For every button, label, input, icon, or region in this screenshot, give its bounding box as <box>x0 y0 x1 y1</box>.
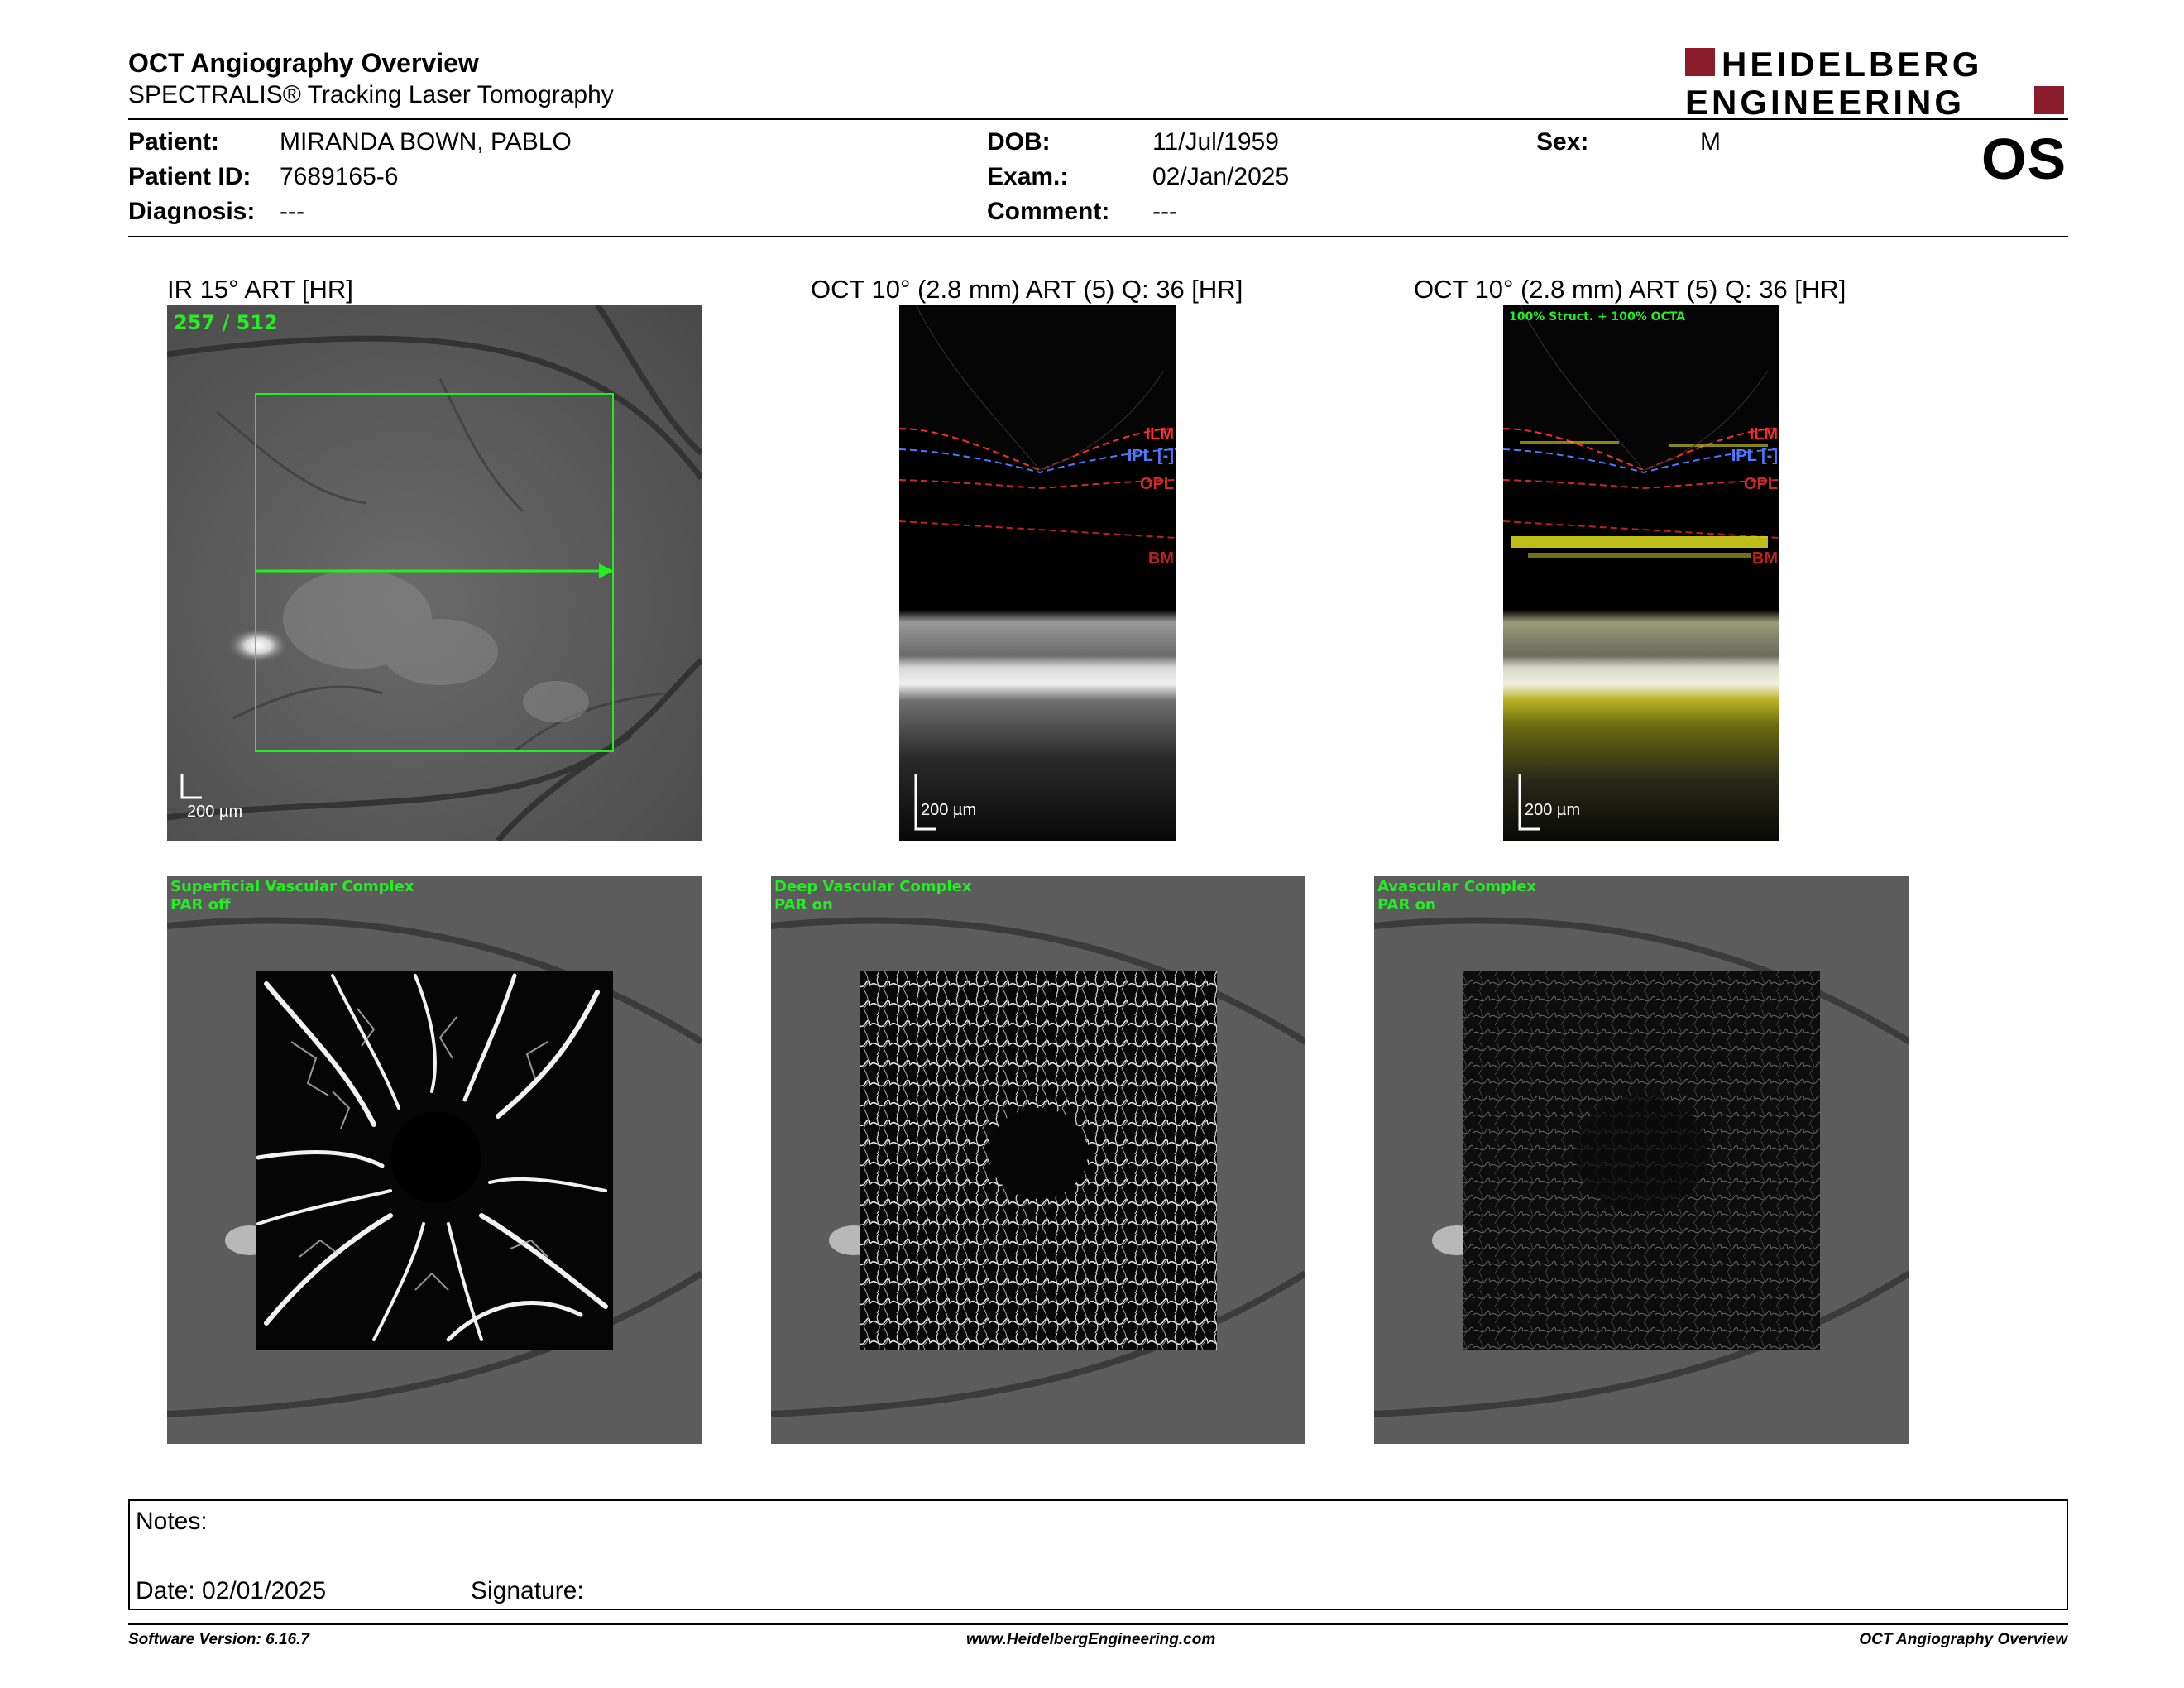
eye-indicator: OS <box>1981 127 2067 191</box>
oct-scale-bar: 200 µm <box>921 801 977 819</box>
svg-text:HEIDELBERG: HEIDELBERG <box>1722 46 1983 84</box>
ipl-label: IPL [-] <box>1127 447 1174 465</box>
exam-value: 02/Jan/2025 <box>1152 163 1290 190</box>
svg-text:ENGINEERING: ENGINEERING <box>1685 83 1966 116</box>
diagnosis-value: --- <box>280 198 304 225</box>
report-title: OCT Angiography Overview <box>128 48 479 78</box>
frame-counter: 257 / 512 <box>174 311 278 334</box>
comment-label: Comment: <box>987 198 1110 225</box>
dvc-label <box>774 878 971 914</box>
report-subtitle: SPECTRALIS® Tracking Laser Tomography <box>128 81 614 108</box>
bm-label: BM <box>1147 549 1174 568</box>
svc-par: PAR off <box>170 896 231 914</box>
opl-label: OPL <box>1139 475 1174 493</box>
signature-label: Signature: <box>471 1577 584 1604</box>
octa-overlay-label: 100% Struct. + 100% OCTA <box>1509 310 1686 324</box>
avc-label <box>1377 878 1536 914</box>
comment-value: --- <box>1152 198 1177 225</box>
info-divider <box>128 236 2068 237</box>
patient-name: MIRANDA BOWN, PABLO <box>280 128 572 156</box>
ir-fundus-image[interactable] <box>167 305 702 841</box>
octa-ilm-label: ILM <box>1749 425 1778 444</box>
oct-caption: OCT 10° (2.8 mm) ART (5) Q: 36 [HR] <box>811 275 1243 304</box>
patient-id: 7689165-6 <box>280 163 399 190</box>
heidelberg-logo <box>1685 46 2066 116</box>
svc-label <box>170 878 414 914</box>
svc-title: Superficial Vascular Complex <box>170 878 414 895</box>
octa-ipl-label: IPL [-] <box>1731 447 1778 465</box>
octa-scale-bar: 200 µm <box>1525 801 1581 819</box>
avc-title: Avascular Complex <box>1377 878 1537 895</box>
superficial-vascular-complex-image[interactable] <box>167 876 702 1444</box>
dob-value: 11/Jul/1959 <box>1152 128 1279 156</box>
octa-opl-label: OPL <box>1743 475 1778 493</box>
deep-vascular-complex-image[interactable] <box>771 876 1305 1444</box>
octa-caption: OCT 10° (2.8 mm) ART (5) Q: 36 [HR] <box>1414 275 1846 304</box>
notes-box[interactable] <box>128 1499 2068 1610</box>
notes-date: Date: 02/01/2025 <box>136 1577 327 1604</box>
sex-value: M <box>1700 128 1721 156</box>
sex-label: Sex: <box>1536 128 1589 156</box>
notes-label: Notes: <box>136 1508 208 1535</box>
octa-bscan-image[interactable] <box>1503 305 1779 841</box>
website-link[interactable]: www.HeidelbergEngineering.com <box>966 1631 1216 1648</box>
dvc-title: Deep Vascular Complex <box>774 878 972 895</box>
patient-id-label: Patient ID: <box>128 163 251 190</box>
header-divider <box>128 118 2068 120</box>
oct-bscan-image[interactable] <box>899 305 1176 841</box>
ilm-label: ILM <box>1145 425 1174 444</box>
avc-par: PAR on <box>1377 896 1436 914</box>
ir-caption: IR 15° ART [HR] <box>167 275 353 304</box>
footer-divider <box>128 1623 2068 1625</box>
dob-label: DOB: <box>987 128 1051 156</box>
patient-label: Patient: <box>128 128 220 156</box>
avascular-complex-image[interactable] <box>1374 876 1909 1444</box>
diagnosis-label: Diagnosis: <box>128 198 256 225</box>
software-version: Software Version: 6.16.7 <box>128 1631 309 1648</box>
ir-scale-bar: 200 µm <box>187 803 243 821</box>
dvc-par: PAR on <box>774 896 833 914</box>
exam-label: Exam.: <box>987 163 1069 190</box>
octa-bm-label: BM <box>1751 549 1778 568</box>
footer-report-name: OCT Angiography Overview <box>1859 1631 2067 1648</box>
